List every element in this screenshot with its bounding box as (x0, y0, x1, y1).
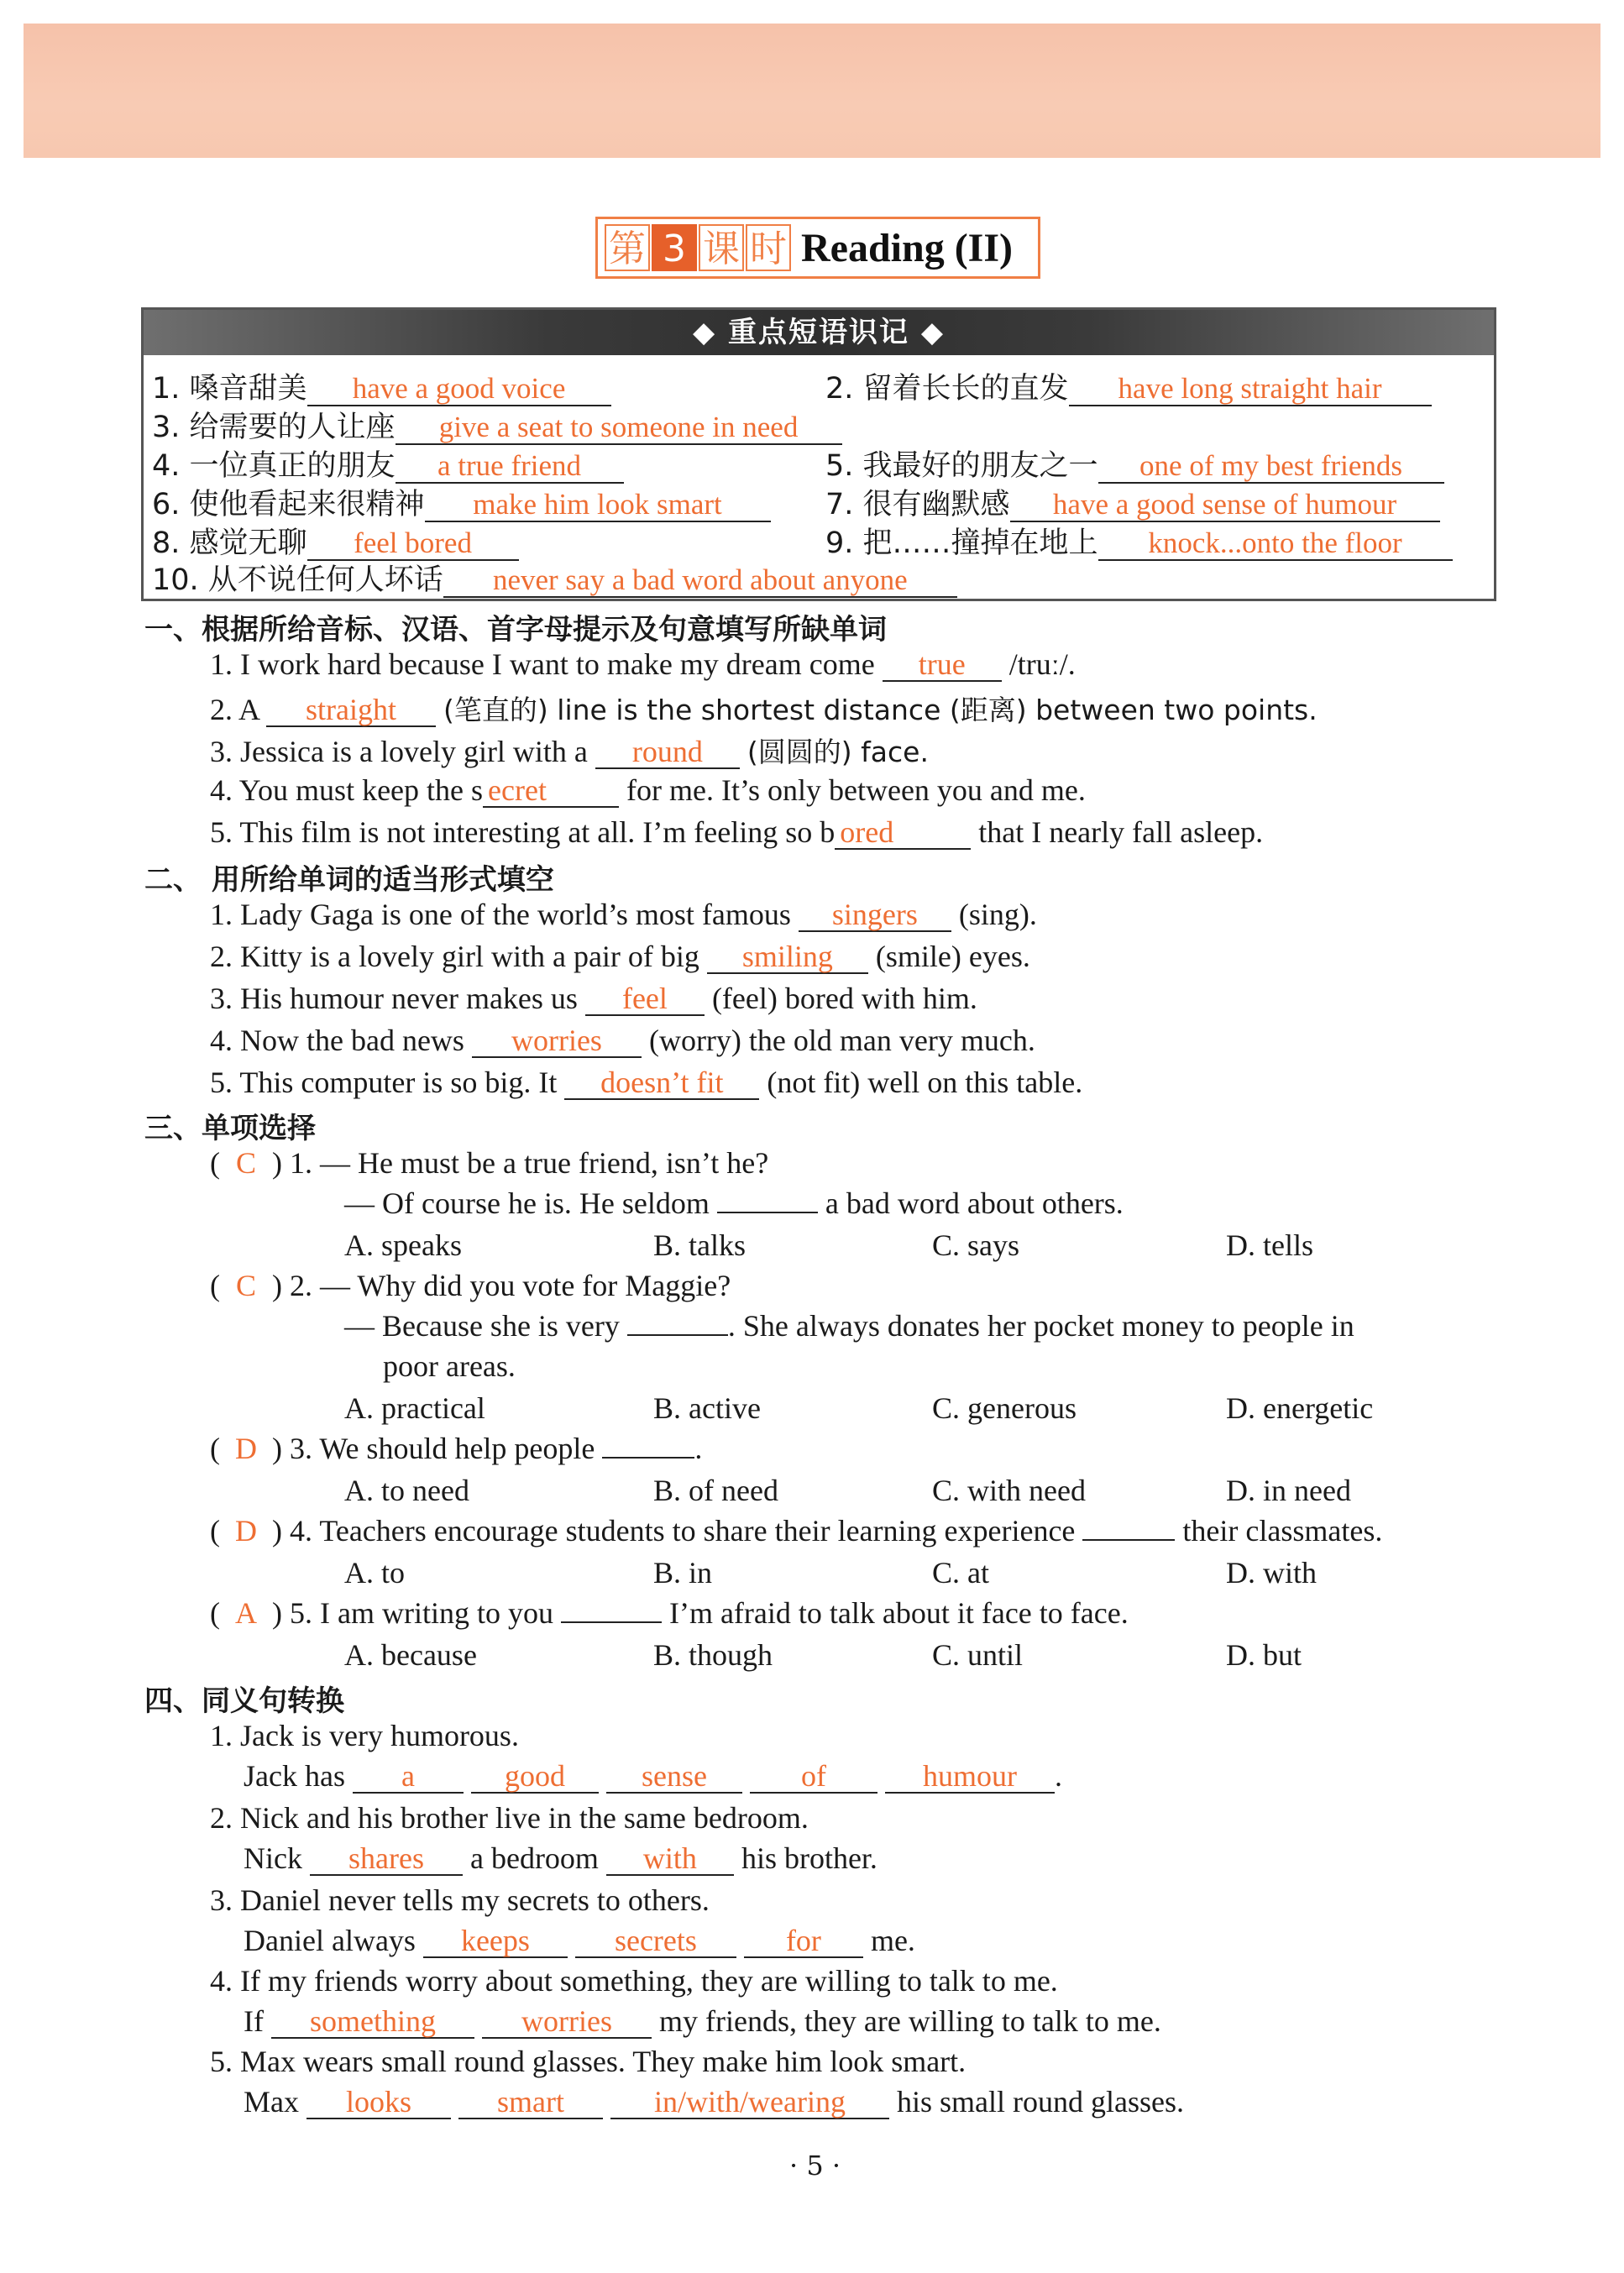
exercise-line (210, 647, 1076, 682)
text: me. (870, 1924, 915, 1957)
phrase-answer: knock...onto the floor (1098, 527, 1453, 561)
text: Daniel always (244, 1924, 416, 1957)
option: D. in need (1226, 1474, 1351, 1507)
answer: doesn’t fit (564, 1066, 759, 1100)
phrase-label: 2. 留着长长的直发 (825, 372, 1069, 406)
page-number: · 5 · (789, 2150, 841, 2181)
rewrite-original: 3. Daniel never tells my secrets to others. (210, 1883, 710, 1917)
mcq-5: ( A ) 5. I am writing to you I’m afraid to talk about it face to face. (210, 1596, 1129, 1630)
answer: smart (458, 2086, 603, 2119)
exercise-line (210, 689, 1318, 728)
answer: a (353, 1760, 464, 1794)
phrase-label: 7. 很有幽默感 (825, 488, 1010, 521)
option: A. practical (344, 1391, 485, 1425)
answer: sense (606, 1760, 742, 1794)
text: for me. It’s only between you and me. (626, 773, 1086, 807)
text: 3. His humour never makes us (210, 982, 578, 1015)
answer: shares (310, 1842, 463, 1876)
phrase-label: 3. 给需要的人让座 (152, 411, 396, 444)
answer: humour (885, 1760, 1055, 1794)
phrase-answer: a true friend (396, 450, 624, 484)
text: 5. (290, 1596, 312, 1630)
exercise-line (210, 1065, 1082, 1100)
option: C. says (932, 1228, 1020, 1262)
text: We should help people (319, 1432, 595, 1465)
text: 3. Jessica is a lovely girl with a (210, 735, 588, 768)
text: a bad word about others. (825, 1186, 1124, 1220)
mcq-answer: C (235, 1146, 256, 1180)
phrase-answer: give a seat to someone in need (396, 411, 842, 445)
answer: of (750, 1760, 877, 1794)
text: — Why did you vote for Maggie? (320, 1269, 731, 1302)
text: I’m afraid to talk about it face to face. (668, 1596, 1129, 1630)
key-phrases-box (141, 307, 1496, 601)
mcq-line (344, 1186, 1124, 1221)
phrase-answer: never say a bad word about anyone (443, 564, 957, 598)
text: that I nearly fall asleep. (978, 815, 1264, 849)
text: 2. (290, 1269, 312, 1302)
phrase-label: 9. 把……撞掉在地上 (825, 526, 1098, 560)
text: Nick (244, 1841, 302, 1875)
mcq-answer: A (235, 1596, 257, 1630)
option: C. until (932, 1638, 1024, 1672)
phrase-label: 1. 嗓音甜美 (152, 372, 307, 406)
phrase-answer: feel bored (307, 527, 519, 561)
phrase-answer: one of my best friends (1098, 450, 1444, 484)
text: their classmates. (1182, 1514, 1383, 1548)
mcq-2: ( C ) 2. — Why did you vote for Maggie? (210, 1269, 731, 1302)
text: 2. Kitty is a lovely girl with a pair of big (210, 940, 699, 973)
answer: worries (482, 2005, 652, 2039)
header-band (24, 24, 1600, 158)
option: C. at (932, 1556, 989, 1590)
rewrite-original: 4. If my friends worry about something, they are willing to talk to me. (210, 1964, 1058, 1998)
phrase-answer: have a good sense of humour (1010, 489, 1440, 522)
phrase-answer: have long straight hair (1069, 373, 1432, 406)
option: C. generous (932, 1391, 1077, 1425)
text: 3. (290, 1432, 312, 1465)
exercise-line (210, 814, 1263, 850)
lesson-title (595, 217, 1040, 279)
phrase-answer: have a good voice (307, 373, 611, 406)
rewrite-line (244, 1841, 877, 1876)
mcq-line: poor areas. (383, 1349, 516, 1383)
text: /truː/. (1008, 647, 1076, 681)
text: (圆圆的) face. (747, 736, 929, 768)
title-number: 3 (652, 224, 697, 271)
answer: in/with/wearing (610, 2086, 889, 2119)
text: (not fit) well on this table. (767, 1066, 1083, 1099)
section-heading: 四、同义句转换 (144, 1684, 344, 1718)
phrase-label: 10. 从不说任何人坏话 (152, 563, 443, 597)
answer: feel (585, 982, 705, 1016)
mcq-answer: C (235, 1269, 256, 1302)
text: (sing). (958, 898, 1037, 931)
text: 1. (290, 1146, 312, 1180)
title-char: 第 (605, 224, 650, 271)
answer: smiling (707, 940, 868, 974)
text: a bedroom (469, 1841, 599, 1875)
section-heading: 二、 用所给单词的适当形式填空 (144, 863, 554, 897)
mcq-3: ( D ) 3. We should help people . (210, 1432, 703, 1465)
answer: straight (266, 694, 436, 727)
phrase-label: 4. 一位真正的朋友 (152, 449, 396, 483)
text: 1. Lady Gaga is one of the world’s most famous (210, 898, 791, 931)
text: — Of course he is. He seldom (344, 1186, 710, 1220)
text: . She always donates her pocket money to people in (727, 1309, 1354, 1343)
option: A. because (344, 1638, 477, 1672)
option: B. though (653, 1638, 773, 1672)
mcq-line (344, 1308, 1354, 1343)
mcq-answer: D (235, 1432, 257, 1465)
option: D. energetic (1226, 1391, 1374, 1425)
text: my friends, they are willing to talk to me. (658, 2004, 1161, 2038)
rewrite-original: 2. Nick and his brother live in the same bedroom. (210, 1801, 809, 1835)
text: 5. This film is not interesting at all. I’m feeling so b (210, 815, 836, 849)
text: (feel) bored with him. (711, 982, 977, 1015)
phrase-label: 6. 使他看起来很精神 (152, 488, 425, 521)
option: B. in (653, 1556, 713, 1590)
option: A. speaks (344, 1228, 462, 1262)
rewrite-line (244, 1758, 1062, 1794)
text: Teachers encourage students to share their learning experience (319, 1514, 1076, 1548)
answer: good (471, 1760, 599, 1794)
text: Max (244, 2085, 299, 2118)
option: A. to need (344, 1474, 469, 1507)
rewrite-original: 1. Jack is very humorous. (210, 1719, 519, 1752)
rewrite-line (244, 1923, 915, 1958)
answer: worries (472, 1024, 642, 1058)
answer: looks (306, 2086, 451, 2119)
exercise-line (210, 981, 977, 1016)
text: — Because she is very (344, 1309, 620, 1343)
title-char: 时 (746, 224, 791, 271)
answer: ecret (483, 774, 619, 808)
rewrite-line (244, 2003, 1161, 2039)
phrase-label: 5. 我最好的朋友之一 (825, 449, 1098, 483)
text: — He must be a true friend, isn’t he? (320, 1146, 769, 1180)
phrase-answer: make him look smart (425, 489, 771, 522)
exercise-line (210, 731, 929, 770)
answer: with (606, 1842, 734, 1876)
text: (smile) eyes. (875, 940, 1030, 973)
text: 5. This computer is so big. It (210, 1066, 558, 1099)
title-text: Reading (II) (801, 225, 1014, 270)
option: C. with need (932, 1474, 1086, 1507)
mcq-answer: D (235, 1514, 257, 1548)
text: his small round glasses. (897, 2085, 1184, 2118)
option: B. active (653, 1391, 761, 1425)
title-char: 课 (699, 224, 744, 271)
rewrite-original: 5. Max wears small round glasses. They make him look smart. (210, 2045, 967, 2078)
option: A. to (344, 1556, 405, 1590)
answer: ored (835, 816, 971, 850)
text: Jack has (244, 1759, 345, 1793)
answer: something (271, 2005, 474, 2039)
text: . (694, 1432, 703, 1465)
option: B. of need (653, 1474, 778, 1507)
text: 2. A (210, 693, 259, 726)
text: 4. Now the bad news (210, 1024, 464, 1057)
text: 4. You must keep the s (210, 773, 484, 807)
mcq-4: ( D ) 4. Teachers encourage students to share their learning experience their classmates. (210, 1514, 1383, 1548)
answer: round (595, 736, 740, 769)
answer: secrets (575, 1925, 736, 1958)
section-heading: 三、单项选择 (144, 1112, 316, 1145)
option: B. talks (653, 1228, 747, 1262)
answer: keeps (423, 1925, 568, 1958)
exercise-line (210, 1023, 1035, 1058)
exercise-line (210, 897, 1037, 932)
text: (笔直的) line is the shortest distance (距离) between two points. (443, 694, 1318, 726)
exercise-line (210, 773, 1086, 808)
text: his brother. (741, 1841, 877, 1875)
text: If (244, 2004, 264, 2038)
option: D. tells (1226, 1228, 1313, 1262)
option: D. with (1226, 1556, 1317, 1590)
rewrite-line (244, 2084, 1184, 2119)
text: . (1054, 1759, 1062, 1793)
text: 4. (290, 1514, 312, 1548)
key-phrases-heading: ◆ 重点短语识记 ◆ (144, 310, 1494, 355)
answer: singers (799, 898, 951, 932)
text: 1. I work hard because I want to make my dream come (210, 647, 875, 681)
option: D. but (1226, 1638, 1302, 1672)
answer: for (744, 1925, 863, 1958)
phrase-label: 8. 感觉无聊 (152, 526, 307, 560)
mcq-1: ( C ) 1. — He must be a true friend, isn’t he? (210, 1146, 769, 1180)
section-heading: 一、根据所给音标、汉语、首字母提示及句意填写所缺单词 (144, 613, 887, 647)
exercise-line (210, 939, 1030, 974)
text: I am writing to you (320, 1596, 553, 1630)
text: (worry) the old man very much. (648, 1024, 1035, 1057)
answer: true (883, 648, 1002, 682)
